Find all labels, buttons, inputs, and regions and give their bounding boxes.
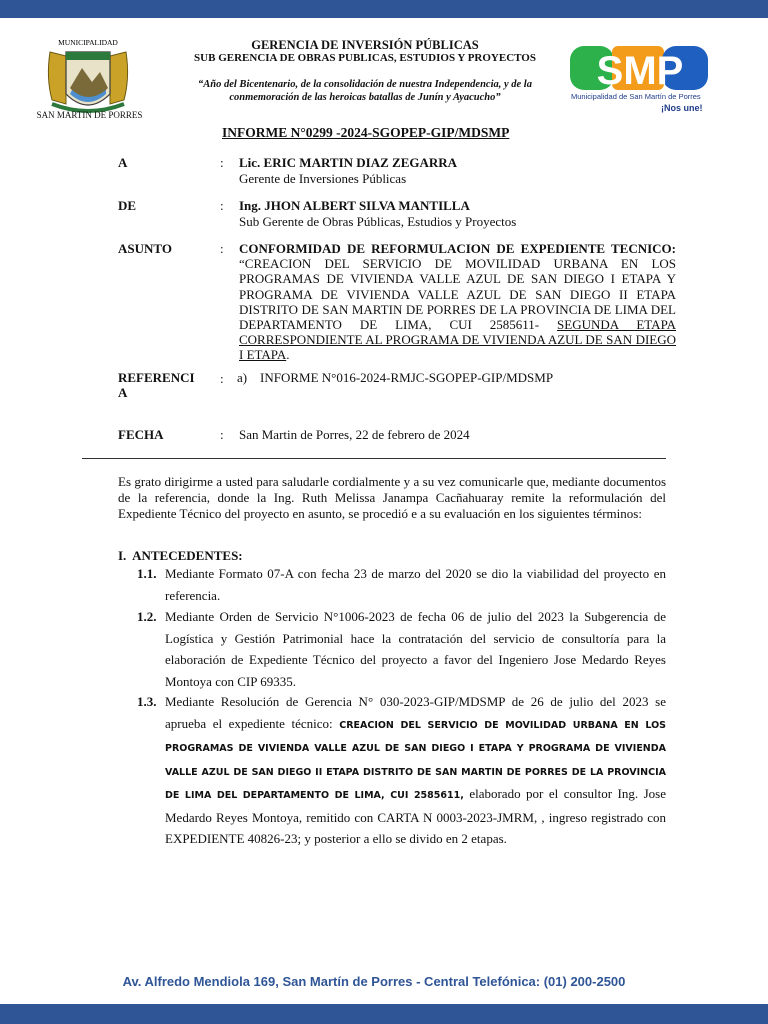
- item-1-text: Mediante Formato 07-A con fecha 23 de marzo del 2020 se dio la viabilidad del proyecto en referencia.: [165, 566, 666, 603]
- bottom-band: [0, 1004, 768, 1024]
- section-heading: [118, 548, 243, 564]
- referencia-item: INFORME N°016-2024-RMJC-SGOPEP-GIP/MDSMP: [260, 370, 554, 385]
- crest-caption-bottom: SAN MARTIN DE PORRES: [36, 110, 143, 120]
- field-fecha-colon: :: [220, 427, 224, 442]
- field-referencia-colon: :: [220, 371, 224, 386]
- field-asunto-value: [239, 241, 676, 363]
- top-band: [0, 0, 768, 18]
- asunto-underlined: SEGUNDA ETAPA CORRESPONDIENTE AL PROGRAMA DE VIVIENDA AZUL DE SAN DIEGO I ETAPA: [239, 317, 676, 363]
- motto-line-1: “Año del Bicentenario, de la consolidación de nuestra Independencia, y de la: [198, 79, 532, 90]
- field-referencia-label: [118, 370, 195, 400]
- item-3-text-a: Mediante Resolución de Gerencia N° 030-2023-GIP/MDSMP de 26 de julio del 2023 se aprueba el expediente técnico:: [165, 694, 666, 731]
- smp-logo-tagline: ¡Nos une!: [661, 103, 703, 113]
- smp-logo-text: SMP: [596, 49, 684, 93]
- field-a-name: Lic. ERIC MARTIN DIAZ ZEGARRA: [239, 155, 458, 170]
- field-fecha-value: San Martin de Porres, 22 de febrero de 2024: [239, 427, 470, 442]
- field-asunto-colon: :: [220, 241, 224, 256]
- field-de-label: DE: [118, 198, 137, 213]
- field-asunto-label: ASUNTO: [118, 241, 172, 256]
- field-a-colon: :: [220, 155, 224, 170]
- field-a-role: Gerente de Inversiones Públicas: [239, 171, 407, 186]
- field-a-label: A: [118, 155, 128, 170]
- section-number: I.: [118, 548, 127, 563]
- item-2-text: Mediante Orden de Servicio N°1006-2023 de fecha 06 de julio del 2023 la Subgerencia de Logística y Gestión Patrimonial hace la contratación del servicio de consultoría para la elaboración de Expediente Técnico del proyecto a favor del Ingeniero Jose Medardo Reyes Montoya con CIP 69335.: [165, 609, 666, 689]
- divider: [82, 458, 666, 459]
- field-de-colon: :: [220, 198, 224, 213]
- header-line-2: SUB GERENCIA DE OBRAS PUBLICAS, ESTUDIOS Y PROYECTOS: [194, 52, 536, 64]
- footer-address: Av. Alfredo Mendiola 169, San Martín de Porres - Central Telefónica: (01) 200-2500: [122, 974, 626, 989]
- item-3-text-b: elaborado por el consultor Ing. Jose Medardo Reyes Montoya, remitido con CARTA N 0003-2023-JMRM, , ingreso registrado con EXPEDIENTE 40826-23; y posterior a ello se divido en 2 etapas.: [165, 786, 667, 846]
- referencia-item-letter: a): [237, 370, 248, 385]
- item-1-number: 1.1.: [137, 566, 157, 581]
- referencia-label-2: A: [118, 385, 128, 400]
- item-2-number: 1.2.: [137, 609, 157, 624]
- asunto-end: .: [286, 347, 290, 363]
- item-3-project-title: CREACION DEL SERVICIO DE MOVILIDAD URBANA EN LOS PROGRAMAS DE VIVIENDA VALLE AZUL DE SAN DIEGO I ETAPA Y PROGRAMA DE VIVIENDA VALLE AZUL DE SAN DIEGO II ETAPA DISTRITO DE SAN MARTIN DE PORRES DE LA PROVINCIA DE LIMA DEL DEPARTAMENTO DE LIMA, CUI 2585611,: [165, 719, 666, 801]
- crest-caption-top: MUNICIPALIDAD: [58, 38, 118, 47]
- field-de-value: [239, 198, 516, 230]
- item-3-text: [165, 691, 666, 850]
- motto-line-2: conmemoración de las heroicas batallas de Junín y Ayacucho”: [229, 92, 501, 103]
- asunto-text: “CREACION DEL SERVICIO DE MOVILIDAD URBANA EN LOS PROGRAMAS DE VIVIENDA VALLE AZUL DE SAN DIEGO I ETAPA Y PROGRAMA DE VIVIENDA VALLE AZUL DE SAN DIEGO II ETAPA DISTRITO DE SAN MARTIN DE PORRES DE LA PROVINCIA DE LIMA DEL DEPARTAMENTO DE LIMA, CUI 2585611-: [239, 256, 676, 333]
- referencia-label-1: REFERENCI: [118, 370, 195, 385]
- asunto-bold: CONFORMIDAD DE REFORMULACION DE EXPEDIENTE TECNICO:: [239, 241, 676, 256]
- intro-paragraph: Es grato dirigirme a usted para saludarle cordialmente y a su vez comunicarle que, mediante documentos de la referencia, donde la Ing. Ruth Melissa Janampa Cacñahuaray remite la reformulación del Expediente Técnico del proyecto en asunto, se procedió e a su evaluación en los siguientes términos:: [118, 474, 666, 521]
- item-3-number: 1.3.: [137, 694, 157, 709]
- document-title: INFORME N°0299 -2024-SGOPEP-GIP/MDSMP: [222, 125, 510, 140]
- field-de-name: Ing. JHON ALBERT SILVA MANTILLA: [239, 198, 470, 213]
- field-de-role: Sub Gerente de Obras Públicas, Estudios y Proyectos: [239, 214, 517, 229]
- header-motto: [140, 78, 590, 104]
- field-fecha-label: FECHA: [118, 427, 164, 442]
- header-line-1: GERENCIA DE INVERSIÓN PÚBLICAS: [251, 38, 479, 52]
- smp-logo-subtitle: Municipalidad de San Martín de Porres: [571, 92, 701, 101]
- field-a-value: [239, 155, 457, 187]
- section-title: ANTECEDENTES:: [132, 548, 243, 563]
